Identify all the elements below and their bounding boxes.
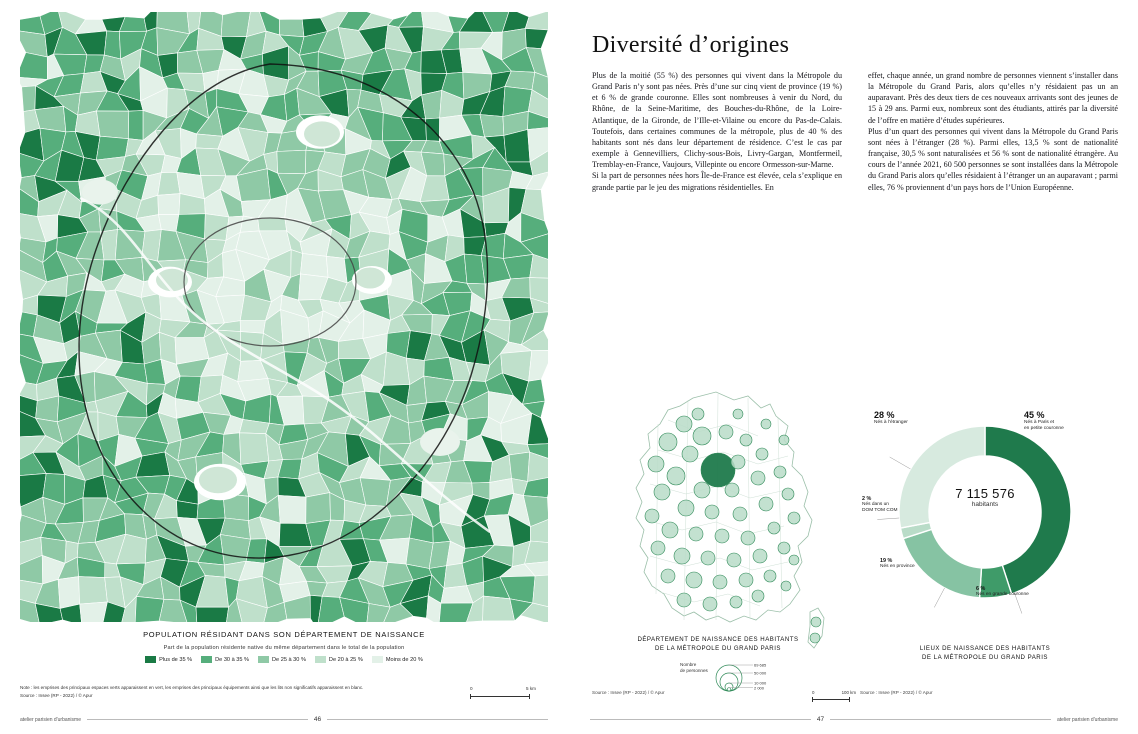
map-commune xyxy=(104,31,120,59)
map-commune xyxy=(80,602,108,622)
donut-center-unit: habitants xyxy=(971,501,999,508)
donut-center-number: 7 115 576 xyxy=(955,486,1015,501)
right-footer xyxy=(590,716,1118,723)
france-map-scalebar xyxy=(812,690,856,700)
map-commune xyxy=(96,136,128,160)
left-folio: 46 xyxy=(313,716,322,723)
donut-caption-line2: DE LA MÉTROPOLE DU GRAND PARIS xyxy=(922,653,1048,661)
legend-item-3 xyxy=(315,656,363,663)
body-text-1: Plus de la moitié (55 %) des personnes qui vivent dans la Métropole du Grand Paris n’y sont pas nées. Près d’une sur cinq vient de province (19 %) et 6 % de grande couronne. Elles sont nombreuses à venir du Nord, du Rhône, de la Seine-Maritime, des Bouches-du-Rhône, de la Loire-Atlantique, de la Gironde, de l’Ille-et-Vilaine ou encore du Pas-de-Calais. Toutefois, dans certaines communes de la métropole, plus de 40 % des habitants sont nés dans leur département de résidence. C’est le cas par exemple à Gennevilliers, Clichy-sous-Bois, Livry-Gargan, Montfermeil, Tremblay-en-France, Vaujours, Villepinte ou encore Ormesson-sur-Marne. Si la part de personnes nées hors Île-de-France est élevée, cela s’explique en grande partie par le jeu des migrations résidentielles. En xyxy=(592,71,842,192)
map-commune xyxy=(422,90,442,119)
map-scalebar xyxy=(470,686,550,697)
map-note-line1: Note : les emprises des principaux espaces verts apparaissent en vert, les emprises des principaux équipements ainsi que les lits non significatifs apparaissent en blanc. xyxy=(20,685,364,690)
map-commune xyxy=(115,230,145,260)
scalebar-max: 5 km xyxy=(526,686,536,691)
donut-leader-line-0 xyxy=(890,457,911,469)
donut-leader-line-2 xyxy=(934,588,944,608)
map-commune xyxy=(79,577,108,605)
donut-pct-grande-couronne: 6 % xyxy=(976,586,986,592)
donut-source: Source : Insee (RP - 2022) / © Apur xyxy=(860,690,933,695)
france-legend-circles xyxy=(713,660,769,692)
map-commune xyxy=(483,596,515,621)
france-map-source: Source : Insee (RP - 2022) / © Apur xyxy=(592,690,665,695)
map-commune xyxy=(159,215,179,232)
france-legend-title-1: Nombre xyxy=(680,662,697,667)
france-scale-bar xyxy=(812,699,850,700)
scalebar-min: 0 xyxy=(470,686,473,691)
right-folio: 47 xyxy=(816,716,825,723)
france-map xyxy=(598,380,838,680)
map-commune xyxy=(196,607,229,622)
legend-label-2: De 25 à 30 % xyxy=(272,656,306,663)
legend-label-1: De 30 à 35 % xyxy=(215,656,250,663)
legend-item-0 xyxy=(145,656,192,663)
donut-label-dom xyxy=(862,496,898,515)
legend-label-3: De 20 à 25 % xyxy=(328,656,363,663)
donut-pct-paris: 45 % xyxy=(1024,410,1045,420)
map-legend xyxy=(20,656,548,663)
map-commune xyxy=(128,111,143,141)
legend-swatch-3 xyxy=(315,656,326,663)
donut-text-etranger: Nés à l’étranger xyxy=(874,420,908,425)
left-footer-label: atelier parisien d'urbanisme xyxy=(20,716,81,723)
map-note xyxy=(20,684,420,700)
donut-text-dom: Nés dans un DOM TOM COM xyxy=(862,502,898,514)
svg-text:2 000: 2 000 xyxy=(753,685,764,691)
footer-rule xyxy=(87,719,308,720)
choropleth-map xyxy=(20,12,548,622)
donut-pct-province: 19 % xyxy=(880,558,893,564)
svg-text:50 000: 50 000 xyxy=(753,670,767,676)
footer-rule xyxy=(830,719,1051,720)
map-commune xyxy=(258,218,287,231)
map-caption: POPULATION RÉSIDANT DANS SON DÉPARTEMENT DE NAISSANCE xyxy=(143,630,425,639)
legend-item-4 xyxy=(372,656,423,663)
legend-item-1 xyxy=(201,656,249,663)
donut-label-etranger xyxy=(874,410,908,426)
map-commune xyxy=(240,332,263,362)
france-map-caption xyxy=(598,636,838,654)
map-open-space xyxy=(156,269,188,291)
body-column-2 xyxy=(868,70,1118,193)
donut-text-province: Nés en province xyxy=(880,564,915,569)
footer-rule xyxy=(590,719,811,720)
map-note-source: Source : Insee (RP - 2022) / © Apur xyxy=(20,692,93,698)
body-text-2: effet, chaque année, un grand nombre de personnes viennent s’installer dans la Métropole du Grand Paris, alors qu’elles n’y résidaient pas un an auparavant. Près des deux tiers de ces nouveaux arrivants sont des jeunes de 15 à 29 ans. Parmi eux, nombreux sont des étudiants, attirés par la diversité de l’offre en matière d’études supérieures. Plus d’un quart des personnes qui vivent dans la Métropole du Grand Paris sont nées à l’étranger (28 %). Parmi elles, 13,5 % sont de nationalité française, 30,5 % sont naturalisées et 56 % sont de nationalité étrangère. Au cours de l’année 2021, 60 500 personnes se sont installées dans la Métropole du Grand Paris alors qu’elles résidaient à l’étranger un an auparavant ; parmi elles, 76 % proviennent d’un pays hors de l’Union Européenne. xyxy=(868,71,1118,192)
donut-text-paris: Nés à Paris et en petite couronne xyxy=(1024,420,1064,432)
donut-pct-dom: 2 % xyxy=(862,496,872,502)
map-commune xyxy=(58,577,80,609)
scalebar-line xyxy=(470,696,530,697)
donut-label-paris xyxy=(1024,410,1064,433)
map-commune xyxy=(240,321,265,334)
legend-label-0: Plus de 35 % xyxy=(159,656,193,663)
map-open-space xyxy=(199,467,237,494)
map-commune xyxy=(22,86,36,112)
legend-label-4: Moins de 20 % xyxy=(385,656,423,663)
svg-text:69 685: 69 685 xyxy=(753,662,767,668)
map-commune xyxy=(240,433,269,465)
france-map-caption-line1: DÉPARTEMENT DE NAISSANCE DES HABITANTS xyxy=(637,636,799,643)
map-commune xyxy=(504,130,530,162)
map-commune xyxy=(280,19,305,37)
donut-segment-4 xyxy=(899,426,985,528)
map-commune xyxy=(97,111,129,139)
map-commune xyxy=(221,12,251,37)
map-commune xyxy=(175,376,201,402)
donut-pct-etranger: 28 % xyxy=(874,410,895,420)
choropleth-map-svg xyxy=(20,12,548,622)
france-scale-max: 100 km xyxy=(841,690,856,695)
france-map-svg xyxy=(598,380,838,680)
map-open-space xyxy=(355,268,385,289)
donut-chart xyxy=(860,400,1110,630)
page-title: Diversité d’origines xyxy=(592,32,790,59)
left-footer xyxy=(20,716,548,723)
svg-text:10 000: 10 000 xyxy=(753,680,767,686)
map-commune xyxy=(277,150,306,174)
map-commune xyxy=(158,194,180,215)
donut-text-grande-couronne: Nés en grande couronne xyxy=(976,592,1029,597)
donut-caption xyxy=(855,645,1115,663)
legend-title: Part de la population résidente native du même département dans le total de la population xyxy=(163,645,405,651)
france-map-caption-line2: DE LA MÉTROPOLE DU GRAND PARIS xyxy=(655,644,781,652)
donut-label-grande-couronne xyxy=(976,586,1029,598)
donut-caption-line1: LIEUX DE NAISSANCE DES HABITANTS xyxy=(919,645,1051,652)
right-footer-label: atelier parisien d'urbanisme xyxy=(1057,716,1119,723)
legend-swatch-1 xyxy=(201,656,212,663)
footer-rule xyxy=(327,719,548,720)
legend-item-2 xyxy=(258,656,306,663)
donut-leader-line-3 xyxy=(877,518,899,520)
map-commune xyxy=(306,493,331,524)
map-commune xyxy=(509,452,530,481)
body-column-1 xyxy=(592,70,842,193)
map-commune xyxy=(278,495,306,523)
map-commune xyxy=(406,538,433,569)
legend-swatch-0 xyxy=(145,656,156,663)
map-commune xyxy=(20,53,47,80)
france-legend-title-2: de personnes xyxy=(680,668,708,674)
map-commune xyxy=(533,575,548,608)
donut-label-province xyxy=(880,558,915,570)
france-scale-min: 0 xyxy=(812,690,815,695)
map-open-space xyxy=(304,121,340,146)
legend-swatch-2 xyxy=(258,656,269,663)
map-commune xyxy=(158,172,180,195)
france-map-legend xyxy=(680,660,800,692)
map-commune xyxy=(301,254,329,278)
legend-swatch-4 xyxy=(372,656,383,663)
